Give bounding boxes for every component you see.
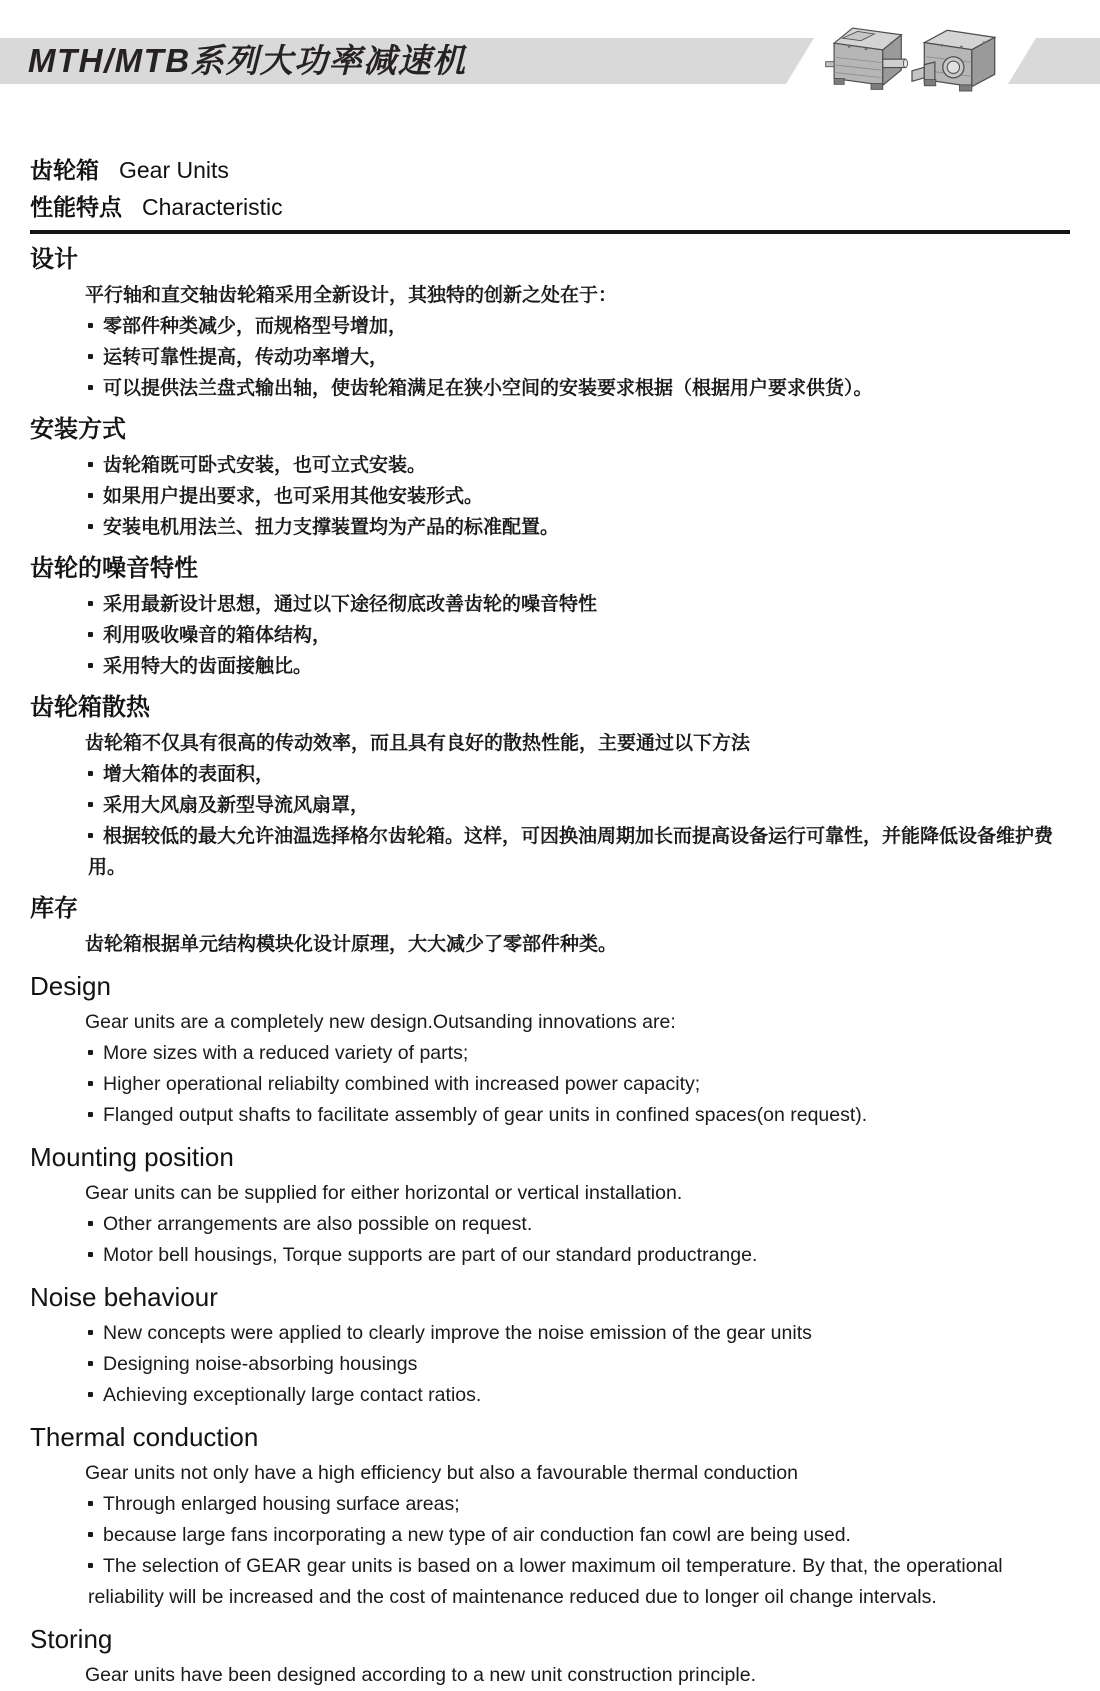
bullet-item [30,311,1070,342]
bullet-text: 利用吸收噪音的箱体结构， [103,625,332,646]
section-intro: 平行轴和直交轴齿轮箱采用全新设计，其独特的创新之处在于： [85,285,618,306]
bullet-item [30,373,1070,404]
bullet-dot-icon [88,663,93,668]
bullet-dot-icon [88,524,93,529]
section-intro: 齿轮箱不仅具有很高的传动效率，而且具有良好的散热性能，主要通过以下方法 [85,733,751,754]
bullet-text: 采用最新设计思想，通过以下途径彻底改善齿轮的噪音特性 [103,594,598,615]
bullet-item [30,821,1070,883]
section [30,244,1070,404]
bullet-dot-icon [88,493,93,498]
bullet-text: Through enlarged housing surface areas; [103,1493,460,1515]
bullet-dot-icon [88,323,93,328]
bullet-text: 运转可靠性提高，传动功率增大， [103,347,389,368]
section-intro: Gear units have been designed according to a new unit construction principle. [85,1664,756,1686]
bullet-list [30,1038,1070,1131]
bullet-dot-icon [88,1501,93,1506]
section [30,1281,1070,1411]
subheader-zh-label: 齿轮箱 [30,157,99,183]
bullet-dot-icon [88,1221,93,1226]
section [30,970,1070,1131]
section [30,893,1070,960]
bullet-item [30,1551,1070,1613]
bullet-text: 安装电机用法兰、扭力支撑装置均为产品的标准配置。 [103,517,560,538]
bullet-text: Higher operational reliabilty combined with increased power capacity; [103,1073,701,1095]
bullet-dot-icon [88,462,93,467]
bullet-item [30,1069,1070,1100]
bullet-text: 如果用户提出要求，也可采用其他安装形式。 [103,486,484,507]
section-heading: 库存 [30,895,78,922]
bullet-dot-icon [88,385,93,390]
section-heading: Mounting position [30,1142,234,1172]
section [30,1421,1070,1613]
subheader-en-label: Gear Units [119,157,229,183]
subheader-zh-label: 性能特点 [30,194,122,220]
bullet-text: More sizes with a reduced variety of parts; [103,1042,469,1064]
bullet-list [30,759,1070,883]
section-heading: 安装方式 [30,416,126,443]
bullet-text: Achieving exceptionally large contact ratios. [103,1384,482,1406]
bullet-text: 零部件种类减少，而规格型号增加， [103,316,408,337]
bullet-text: The selection of GEAR gear units is based on a lower maximum oil temperature. By that, the operational reliability will be increased and the cost of maintenance reduced due to longer oil change intervals. [88,1555,1003,1608]
bullet-text: 根据较低的最大允许油温选择格尔齿轮箱。这样，可因换油周期加长而提高设备运行可靠性，并能降低设备维护费用。 [88,826,1054,878]
bullet-text: 采用特大的齿面接触比。 [103,656,313,677]
bullet-item [30,1100,1070,1131]
bullet-list [30,450,1070,543]
subheader [30,152,1070,226]
bullet-text: New concepts were applied to clearly improve the noise emission of the gear units [103,1322,812,1344]
bullet-item [30,1489,1070,1520]
subheader-line-gear-units [30,152,1070,189]
section-intro: Gear units not only have a high efficiency but also a favourable thermal conduction [85,1462,798,1484]
bullet-dot-icon [88,632,93,637]
page-header [0,0,1100,112]
bullet-dot-icon [88,1361,93,1366]
section-heading: 设计 [30,246,78,273]
divider-rule [30,230,1070,234]
header-band-notch [786,38,1036,84]
bullet-item [30,1209,1070,1240]
bullet-text: Designing noise-absorbing housings [103,1353,418,1375]
section-heading: Noise behaviour [30,1282,218,1312]
bullet-text: 采用大风扇及新型导流风扇罩， [103,795,370,816]
bullet-dot-icon [88,1112,93,1117]
bullet-item [30,450,1070,481]
bullet-text: 齿轮箱既可卧式安装，也可立式安装。 [103,455,427,476]
section [30,414,1070,543]
bullet-dot-icon [88,771,93,776]
section [30,1623,1070,1691]
bullet-dot-icon [88,1081,93,1086]
section-intro: Gear units are a completely new design.Outsanding innovations are: [85,1011,676,1033]
bullet-dot-icon [88,833,93,838]
subheader-line-characteristic [30,189,1070,226]
bullet-item [30,1349,1070,1380]
bullet-list [30,1489,1070,1613]
bullet-item [30,512,1070,543]
bullet-dot-icon [88,1330,93,1335]
bullet-text: Flanged output shafts to facilitate assembly of gear units in confined spaces(on request). [103,1104,868,1126]
bullet-text: Other arrangements are also possible on request. [103,1213,533,1235]
section-heading: Storing [30,1624,113,1654]
section-heading: Thermal conduction [30,1422,259,1452]
bullet-text: 可以提供法兰盘式输出轴，使齿轮箱满足在狭小空间的安装要求根据（根据用户要求供货）。 [103,378,873,399]
bullet-dot-icon [88,1252,93,1257]
bullet-item [30,620,1070,651]
bullet-dot-icon [88,1563,93,1568]
sections-container [30,244,1070,1691]
page-title: MTH/MTB系列大功率减速机 [28,42,467,79]
bullet-item [30,1240,1070,1271]
bullet-dot-icon [88,1532,93,1537]
section [30,553,1070,682]
bullet-item [30,481,1070,512]
bullet-item [30,790,1070,821]
bullet-dot-icon [88,354,93,359]
bullet-item [30,342,1070,373]
bullet-item [30,759,1070,790]
bullet-item [30,651,1070,682]
bullet-dot-icon [88,601,93,606]
bullet-item [30,1038,1070,1069]
section-heading: 齿轮的噪音特性 [30,555,198,582]
bullet-list [30,1209,1070,1271]
bullet-item [30,1380,1070,1411]
bullet-item [30,1520,1070,1551]
bullet-item [30,589,1070,620]
section-intro: Gear units can be supplied for either horizontal or vertical installation. [85,1182,683,1204]
bullet-list [30,1318,1070,1411]
section [30,1141,1070,1271]
subheader-en-label: Characteristic [142,194,283,220]
bullet-dot-icon [88,1050,93,1055]
section-heading: 齿轮箱散热 [30,694,150,721]
section-intro: 齿轮箱根据单元结构模块化设计原理，大大减少了零部件种类。 [85,934,618,955]
bullet-list [30,589,1070,682]
bullet-list [30,311,1070,404]
section-heading: Design [30,971,111,1001]
bullet-dot-icon [88,802,93,807]
bullet-text: because large fans incorporating a new type of air conduction fan cowl are being used. [103,1524,851,1546]
bullet-text: 增大箱体的表面积， [103,764,275,785]
bullet-item [30,1318,1070,1349]
section [30,692,1070,883]
bullet-dot-icon [88,1392,93,1397]
bullet-text: Motor bell housings, Torque supports are part of our standard productrange. [103,1244,758,1266]
content [0,152,1100,1691]
